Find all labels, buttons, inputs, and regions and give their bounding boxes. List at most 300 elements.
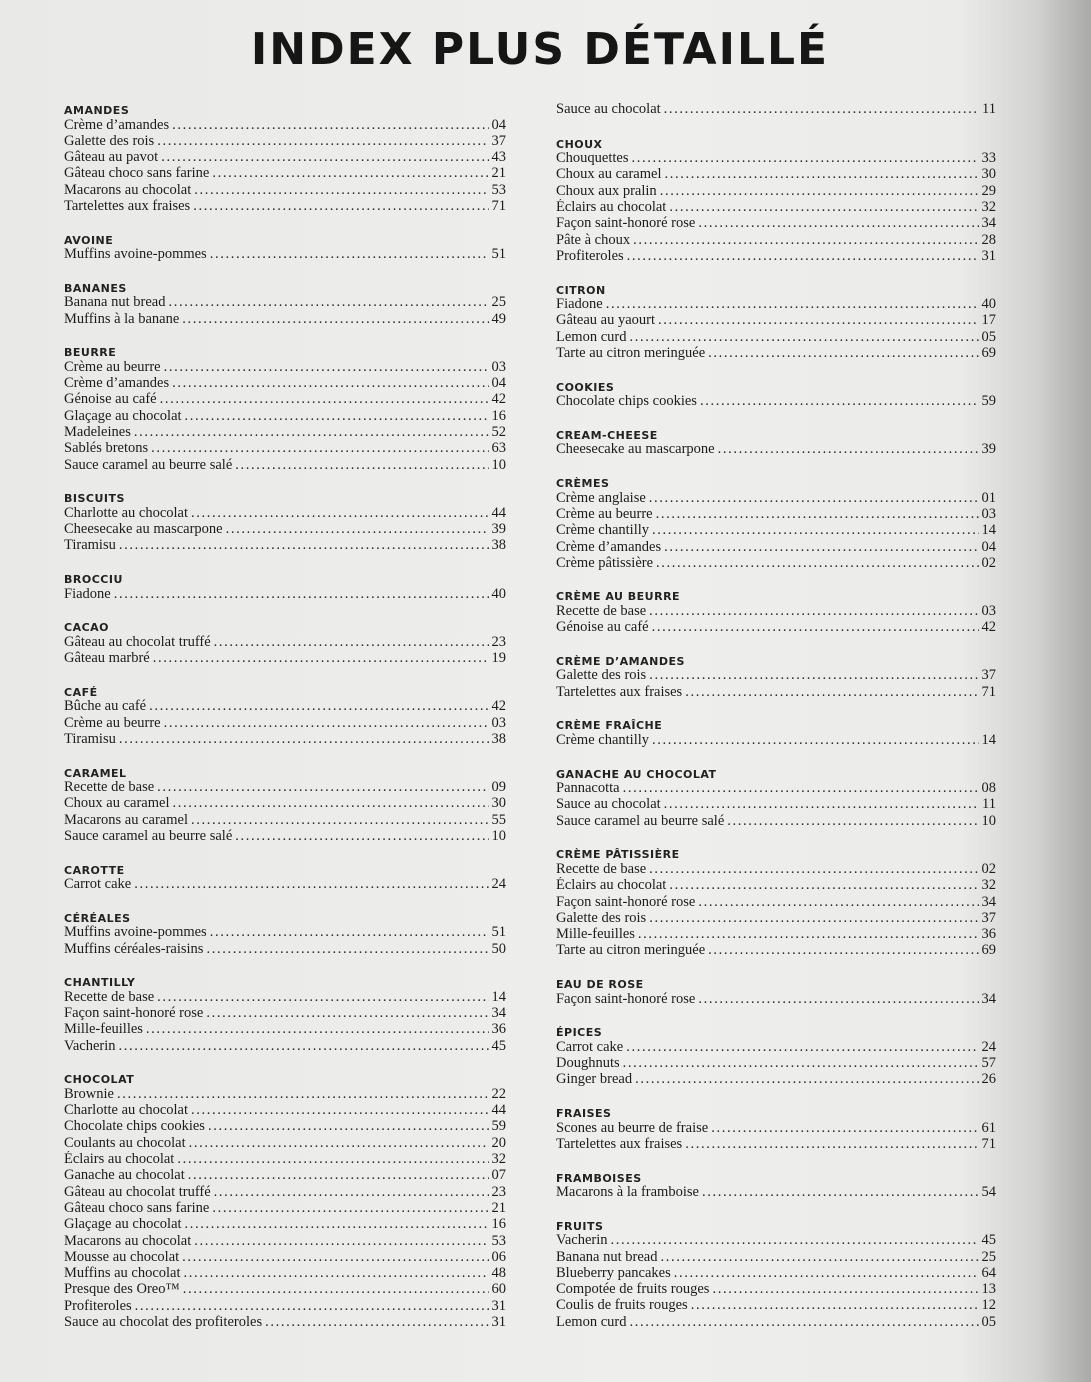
dot-leader (134, 876, 488, 892)
entry-page-number: 59 (491, 1118, 506, 1135)
entry-page-number: 45 (491, 1037, 506, 1054)
dot-leader (660, 183, 979, 199)
index-section (64, 489, 506, 553)
index-entry (64, 1151, 506, 1167)
index-entry (64, 1102, 506, 1118)
entry-name: Fiadone (556, 296, 603, 313)
dot-leader (698, 215, 978, 231)
entry-page-number: 28 (981, 231, 996, 248)
index-entry (64, 715, 506, 731)
section-heading: CRÈME PÂTISSIÈRE (556, 848, 680, 862)
index-entry (64, 198, 506, 214)
entry-name: Galette des rois (64, 132, 155, 149)
entry-name: Choux au caramel (64, 795, 170, 812)
index-entry (64, 812, 506, 828)
entry-name: Sauce au chocolat (556, 796, 661, 813)
section-heading: CÉRÉALES (64, 911, 131, 925)
dot-leader (188, 1167, 489, 1183)
index-entry (556, 667, 996, 683)
dot-leader (135, 1298, 489, 1314)
dot-leader (606, 296, 979, 312)
entry-name: Galette des rois (556, 909, 647, 926)
index-entry (64, 311, 506, 327)
index-section (64, 343, 506, 473)
entry-page-number: 39 (981, 441, 996, 458)
index-entry (556, 150, 996, 166)
entry-page-number: 69 (981, 942, 996, 959)
entry-name: Éclairs au chocolat (64, 1151, 175, 1168)
entry-page-number: 09 (491, 779, 506, 796)
index-entry (556, 296, 996, 312)
index-entry (556, 215, 996, 231)
dot-leader (177, 1151, 488, 1167)
dot-leader (632, 150, 979, 166)
entry-name: Macarons au chocolat (64, 1232, 192, 1249)
index-entry (64, 1281, 506, 1297)
dot-leader (711, 1120, 978, 1136)
section-heading: FRUITS (556, 1219, 604, 1233)
index-entry (556, 1265, 996, 1281)
entry-name: Sauce au chocolat (556, 101, 661, 117)
entry-page-number: 24 (491, 876, 506, 893)
entry-page-number: 30 (981, 166, 996, 183)
section-heading: ÉPICES (556, 1026, 603, 1040)
entry-page-number: 69 (981, 345, 996, 362)
entry-name: Génoise au café (556, 619, 649, 636)
entry-name: Profiteroles (556, 247, 624, 264)
entry-name: Scones au beurre de fraise (556, 1119, 709, 1136)
dot-leader (184, 1265, 489, 1281)
entry-name: Sauce caramel au beurre salé (64, 827, 233, 844)
index-entry (556, 248, 996, 264)
index-section (556, 1169, 996, 1201)
index-entry (556, 1071, 996, 1087)
entry-name: Fiadone (64, 585, 111, 602)
index-entry (64, 634, 506, 650)
dot-leader (119, 731, 489, 747)
entry-page-number: 25 (491, 294, 506, 311)
dot-leader (674, 1265, 979, 1281)
entry-name: Crème pâtissière (556, 554, 654, 571)
entry-name: Glaçage au chocolat (64, 407, 182, 424)
dot-leader (157, 133, 488, 149)
dot-leader (206, 941, 488, 957)
entry-name: Vacherin (64, 1037, 116, 1054)
entry-page-number: 10 (491, 827, 506, 844)
index-section (556, 1104, 996, 1152)
index-section (64, 683, 506, 747)
entry-name: Sauce caramel au beurre salé (556, 812, 725, 829)
entry-page-number: 38 (491, 537, 506, 554)
index-entry (556, 877, 996, 893)
section-heading: CRÈMES (556, 477, 610, 491)
entry-page-number: 12 (981, 1297, 996, 1314)
index-section (556, 426, 996, 458)
entry-name: Ginger bread (556, 1071, 633, 1088)
section-heading: COOKIES (556, 380, 615, 394)
dot-leader (658, 312, 978, 328)
entry-name: Recette de base (64, 779, 155, 796)
index-entry (556, 555, 996, 571)
entry-page-number: 53 (491, 181, 506, 198)
dot-leader (664, 796, 979, 812)
index-section (556, 716, 996, 748)
entry-page-number: 60 (491, 1281, 506, 1298)
index-column-left (64, 101, 506, 1347)
index-entry (556, 1184, 996, 1200)
dot-leader (649, 861, 978, 877)
entry-page-number: 22 (491, 1085, 506, 1102)
dot-leader (660, 1249, 978, 1265)
index-entry (556, 1136, 996, 1152)
dot-leader (208, 1118, 489, 1134)
entry-page-number: 17 (981, 312, 996, 329)
index-entry (556, 199, 996, 215)
entry-page-number: 07 (491, 1167, 506, 1184)
index-entry (64, 294, 506, 310)
dot-leader (235, 828, 488, 844)
dot-leader (685, 684, 978, 700)
dot-leader (194, 1233, 488, 1249)
entry-name: Gâteau au pavot (64, 149, 159, 166)
dot-leader (191, 812, 489, 828)
entry-page-number: 51 (491, 246, 506, 263)
entry-page-number: 36 (491, 1021, 506, 1038)
entry-page-number: 40 (491, 585, 506, 602)
entry-name: Choux aux pralin (556, 182, 657, 199)
index-section (556, 378, 996, 410)
index-entry (556, 894, 996, 910)
index-entry (64, 391, 506, 407)
section-heading: BISCUITS (64, 492, 125, 506)
entry-page-number: 52 (491, 424, 506, 441)
entry-page-number: 55 (491, 811, 506, 828)
index-entry (556, 345, 996, 361)
dot-leader (117, 1086, 489, 1102)
index-entry (556, 329, 996, 345)
dot-leader (629, 329, 978, 345)
entry-name: Muffins au chocolat (64, 1265, 181, 1282)
index-entry (556, 166, 996, 182)
entry-name: Crème d’amandes (64, 116, 170, 133)
dot-leader (623, 780, 979, 796)
section-heading: CAFÉ (64, 685, 98, 699)
entry-page-number: 57 (981, 1055, 996, 1072)
index-entry (64, 1118, 506, 1134)
entry-name: Cheesecake au mascarpone (64, 521, 223, 538)
entry-page-number: 29 (981, 182, 996, 199)
entry-page-number: 31 (981, 247, 996, 264)
index-entry (64, 165, 506, 181)
entry-name: Macarons à la framboise (556, 1184, 699, 1201)
entry-page-number: 34 (981, 215, 996, 232)
dot-leader (191, 1102, 488, 1118)
dot-leader (157, 989, 488, 1005)
index-entry (556, 861, 996, 877)
entry-name: Muffins céréales-raisins (64, 940, 204, 957)
index-entry (64, 1200, 506, 1216)
dot-leader (173, 795, 489, 811)
entry-page-number: 05 (981, 328, 996, 345)
entry-page-number: 63 (491, 440, 506, 457)
index-entry (64, 505, 506, 521)
index-entry (64, 1086, 506, 1102)
index-section (64, 570, 506, 602)
entry-page-number: 31 (491, 1314, 506, 1331)
index-entry (64, 1265, 506, 1281)
entry-page-number: 10 (491, 456, 506, 473)
index-entry (556, 101, 996, 117)
index-entry (556, 441, 996, 457)
entry-name: Galette des rois (556, 667, 647, 684)
index-entry (556, 1039, 996, 1055)
index-entry (556, 1232, 996, 1248)
index-entry (64, 408, 506, 424)
entry-name: Banana nut bread (556, 1248, 658, 1265)
entry-name: Crème au beurre (64, 714, 161, 731)
entry-name: Carrot cake (556, 1038, 624, 1055)
entry-page-number: 38 (491, 730, 506, 747)
index-section (64, 973, 506, 1054)
dot-leader (652, 522, 978, 538)
entry-page-number: 05 (981, 1313, 996, 1330)
entry-name: Chocolate chips cookies (556, 393, 697, 410)
entry-name: Crème d’amandes (64, 375, 170, 392)
entry-name: Génoise au café (64, 391, 157, 408)
index-entry (64, 828, 506, 844)
index-entry (556, 732, 996, 748)
index-section (556, 1023, 996, 1087)
entry-page-number: 21 (491, 1199, 506, 1216)
entry-name: Muffins avoine-pommes (64, 924, 207, 941)
dot-leader (656, 555, 978, 571)
index-section (556, 1217, 996, 1330)
entry-page-number: 01 (981, 489, 996, 506)
index-entry (64, 698, 506, 714)
index-entry (64, 876, 506, 892)
entry-name: Choux au caramel (556, 166, 662, 183)
section-heading: EAU DE ROSE (556, 978, 644, 992)
dot-leader (212, 165, 488, 181)
dot-leader (212, 1200, 488, 1216)
index-entry (64, 1233, 506, 1249)
entry-name: Recette de base (556, 860, 647, 877)
dot-leader (214, 634, 489, 650)
entry-name: Mille-feuilles (556, 926, 635, 943)
entry-name: Carrot cake (64, 876, 132, 893)
index-entry (64, 989, 506, 1005)
entry-name: Façon saint-honoré rose (556, 990, 696, 1007)
entry-name: Recette de base (556, 602, 647, 619)
index-entry (556, 1314, 996, 1330)
entry-page-number: 19 (491, 650, 506, 667)
entry-name: Sauce au chocolat des profiteroles (64, 1314, 263, 1331)
entry-name: Pâte à choux (556, 231, 631, 248)
entry-page-number: 42 (491, 698, 506, 715)
section-heading: CHOCOLAT (64, 1073, 135, 1087)
index-entry (64, 246, 506, 262)
dot-leader (119, 537, 489, 553)
entry-name: Sablés bretons (64, 440, 149, 457)
index-entry (556, 780, 996, 796)
entry-name: Blueberry pancakes (556, 1264, 671, 1281)
dot-leader (185, 408, 489, 424)
entry-name: Profiteroles (64, 1297, 132, 1314)
entry-name: Muffins avoine-pommes (64, 246, 207, 263)
entry-page-number: 42 (491, 391, 506, 408)
index-entry (556, 926, 996, 942)
dot-leader (649, 667, 978, 683)
entry-name: Gâteau au chocolat truffé (64, 1183, 211, 1200)
dot-leader (635, 1071, 978, 1087)
index-section (556, 474, 996, 571)
dot-leader (712, 1281, 978, 1297)
entry-name: Tartelettes aux fraises (556, 1135, 683, 1152)
entry-name: Gâteau marbré (64, 650, 150, 667)
entry-name: Chouquettes (556, 150, 629, 167)
index-section (556, 135, 996, 265)
index-entry (556, 619, 996, 635)
entry-page-number: 59 (981, 393, 996, 410)
dot-leader (168, 294, 488, 310)
index-entry (64, 117, 506, 133)
index-entry (64, 537, 506, 553)
entry-page-number: 71 (981, 683, 996, 700)
entry-page-number: 44 (491, 1102, 506, 1119)
entry-page-number: 02 (981, 860, 996, 877)
dot-leader (160, 391, 489, 407)
entry-name: Tiramisu (64, 730, 116, 747)
entry-name: Mousse au chocolat (64, 1248, 180, 1265)
dot-leader (652, 732, 978, 748)
entry-name: Charlotte au chocolat (64, 1102, 189, 1119)
entry-name: Bûche au café (64, 698, 147, 715)
section-heading: CACAO (64, 621, 110, 635)
dot-leader (151, 440, 488, 456)
index-entry (556, 942, 996, 958)
dot-leader (649, 490, 979, 506)
dot-leader (206, 1005, 488, 1021)
section-heading: CARAMEL (64, 766, 127, 780)
dot-leader (669, 199, 978, 215)
entry-name: Macarons au chocolat (64, 181, 192, 198)
index-entry (556, 910, 996, 926)
dot-leader (718, 441, 979, 457)
entry-page-number: 20 (491, 1134, 506, 1151)
index-section (64, 861, 506, 893)
dot-leader (656, 506, 979, 522)
section-heading: GANACHE AU CHOCOLAT (556, 767, 717, 781)
entry-page-number: 11 (982, 796, 996, 813)
dot-leader (700, 393, 979, 409)
section-heading: BANANES (64, 281, 127, 295)
section-heading: CAROTTE (64, 863, 125, 877)
section-heading: FRAMBOISES (556, 1171, 642, 1185)
section-heading: CRÈME FRAÎCHE (556, 719, 663, 733)
dot-leader (172, 375, 488, 391)
entry-name: Crème d’amandes (556, 538, 662, 555)
entry-name: Macarons au caramel (64, 811, 188, 828)
section-heading: FRAISES (556, 1107, 612, 1121)
entry-name: Façon saint-honoré rose (556, 893, 696, 910)
dot-leader (708, 942, 978, 958)
dot-leader (161, 149, 488, 165)
index-section (556, 765, 996, 829)
dot-leader (698, 991, 978, 1007)
index-entry (556, 506, 996, 522)
index-entry (64, 795, 506, 811)
index-entry (64, 586, 506, 602)
entry-page-number: 36 (981, 926, 996, 943)
dot-leader (214, 1184, 489, 1200)
index-entry (64, 941, 506, 957)
section-heading: CHANTILLY (64, 976, 136, 990)
dot-leader (649, 910, 978, 926)
dot-leader (649, 603, 978, 619)
entry-name: Muffins à la banane (64, 310, 180, 327)
dot-leader (611, 1232, 979, 1248)
index-entry (64, 1135, 506, 1151)
entry-page-number: 34 (981, 990, 996, 1007)
entry-page-number: 45 (981, 1232, 996, 1249)
index-section (64, 618, 506, 666)
dot-leader (157, 779, 488, 795)
entry-page-number: 34 (491, 1005, 506, 1022)
entry-page-number: 30 (491, 795, 506, 812)
entry-name: Chocolate chips cookies (64, 1118, 205, 1135)
dot-leader (669, 877, 978, 893)
index-entry (64, 1167, 506, 1183)
entry-name: Gâteau au yaourt (556, 312, 656, 329)
index-entry (64, 1249, 506, 1265)
index-entry (64, 440, 506, 456)
entry-page-number: 14 (981, 731, 996, 748)
entry-page-number: 32 (981, 199, 996, 216)
index-section (556, 845, 996, 958)
entry-page-number: 24 (981, 1038, 996, 1055)
entry-name: Coulants au chocolat (64, 1134, 186, 1151)
dot-leader (702, 1184, 979, 1200)
index-entry (64, 375, 506, 391)
entry-name: Recette de base (64, 988, 155, 1005)
entry-name: Presque des Oreo™ (64, 1281, 180, 1298)
index-entry (64, 149, 506, 165)
entry-name: Gâteau choco sans farine (64, 165, 210, 182)
dot-leader (164, 715, 489, 731)
entry-name: Pannacotta (556, 780, 620, 797)
entry-page-number: 02 (981, 554, 996, 571)
entry-name: Charlotte au chocolat (64, 504, 189, 521)
dot-leader (691, 1297, 979, 1313)
dot-leader (235, 457, 488, 473)
dot-leader (114, 586, 489, 602)
entry-name: Gâteau au chocolat truffé (64, 633, 211, 650)
dot-leader (708, 345, 978, 361)
entry-name: Tiramisu (64, 537, 116, 554)
entry-page-number: 16 (491, 407, 506, 424)
entry-page-number: 43 (491, 149, 506, 166)
entry-name: Doughnuts (556, 1055, 620, 1072)
dot-leader (210, 924, 489, 940)
dot-leader (210, 246, 489, 262)
entry-page-number: 23 (491, 1183, 506, 1200)
entry-page-number: 03 (981, 602, 996, 619)
section-heading: CREAM-CHEESE (556, 428, 658, 442)
index-section (64, 909, 506, 957)
entry-page-number: 21 (491, 165, 506, 182)
entry-page-number: 23 (491, 633, 506, 650)
entry-page-number: 26 (981, 1071, 996, 1088)
